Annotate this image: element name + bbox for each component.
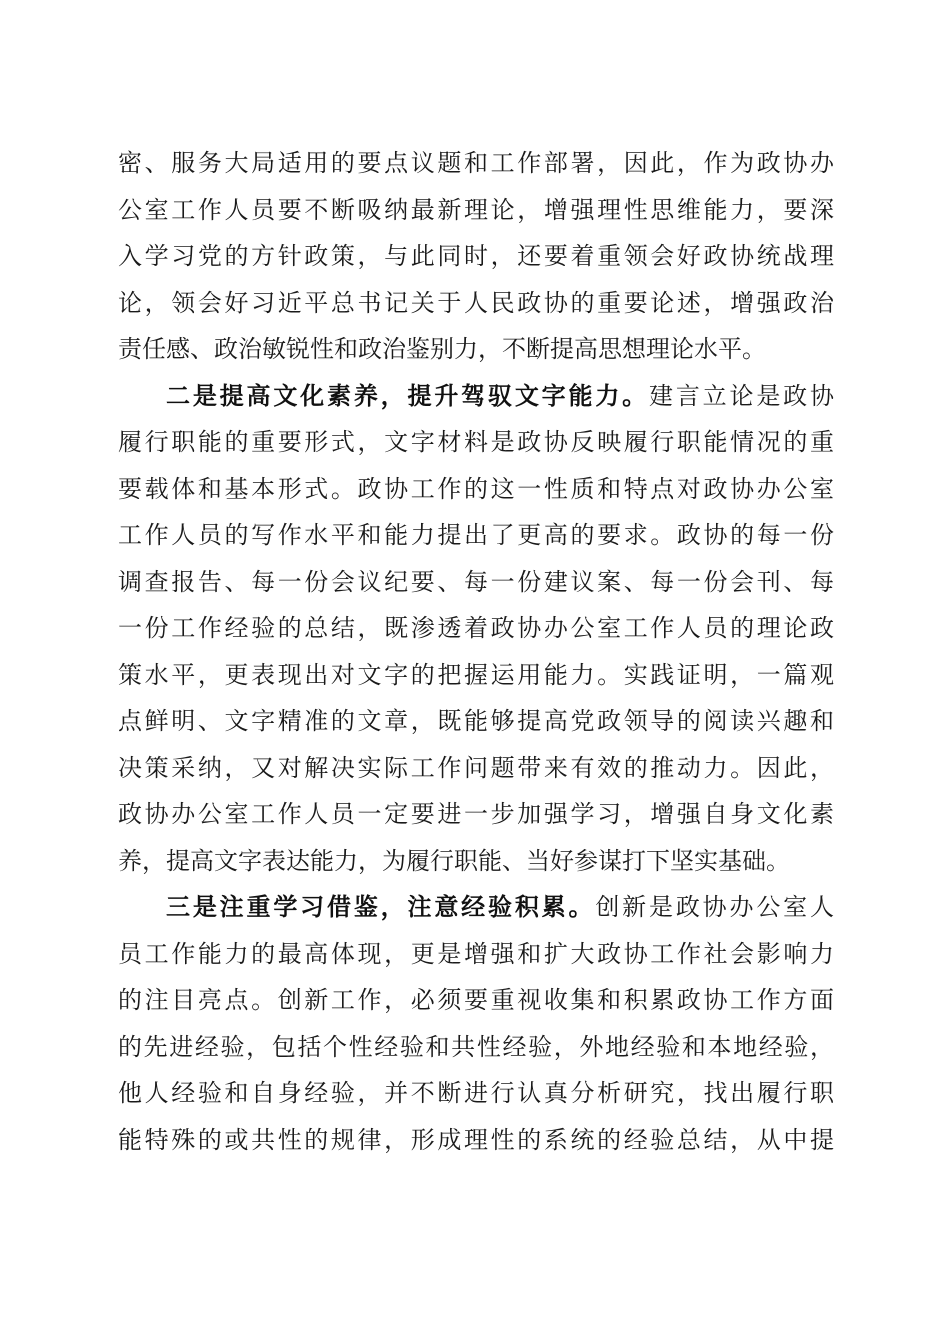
text-line: 公室工作人员要不断吸纳最新理论，增强理性思维能力，要深 (118, 195, 834, 224)
text-line: 能特殊的或共性的规律，形成理性的系统的经验总结，从中提 (118, 1125, 834, 1154)
text-line: 履行职能的重要形式，文字材料是政协反映履行职能情况的重 (118, 428, 834, 456)
text-line: 的先进经验，包括个性经验和共性经验，外地经验和本地经验， (118, 1032, 834, 1061)
text-line: 政协办公室工作人员一定要进一步加强学习，增强自身文化素 (118, 800, 834, 828)
text-line: 调查报告、每一份会议纪要、每一份建议案、每一份会刊、每 (118, 567, 834, 596)
text-line: 论，领会好习近平总书记关于人民政协的重要论述，增强政治 (118, 288, 834, 317)
text-line: 他人经验和自身经验，并不断进行认真分析研究，找出履行职 (118, 1079, 834, 1107)
text-line: 点鲜明、文字精准的文章，既能够提高党政领导的阅读兴趣和 (118, 707, 834, 735)
text-line: 的注目亮点。创新工作，必须要重视收集和积累政协工作方面 (118, 986, 834, 1014)
paragraph-first-line (118, 373, 834, 420)
text-line: 一份工作经验的总结，既渗透着政协办公室工作人员的理论政 (118, 614, 834, 642)
text-line: 责任感、政治敏锐性和政治鉴别力，不断提高思想理论水平。 (118, 335, 766, 363)
text-line: 养，提高文字表达能力，为履行职能、当好参谋打下坚实基础。 (118, 846, 790, 875)
paragraph-heading: 三是注重学习借鉴，注意经验积累。 (166, 893, 596, 921)
text-line: 工作人员的写作水平和能力提出了更高的要求。政协的每一份 (118, 521, 834, 549)
text-line: 决策采纳，又对解决实际工作问题带来有效的推动力。因此， (118, 753, 834, 782)
paragraph-first-line (118, 884, 834, 931)
text-run: 建言立论是政协 (649, 381, 834, 410)
paragraph-1 (118, 140, 834, 373)
text-line: 密、服务大局适用的要点议题和工作部署，因此，作为政协办 (118, 149, 834, 177)
paragraph-3 (118, 884, 834, 1163)
document-body (118, 140, 834, 1163)
paragraph-2 (118, 373, 834, 885)
text-run: 创新是政协办公室人 (595, 893, 835, 921)
text-line: 要载体和基本形式。政协工作的这一性质和特点对政协办公室 (118, 474, 834, 503)
text-line: 入学习党的方针政策，与此同时，还要着重领会好政协统战理 (118, 242, 834, 270)
text-line: 员工作能力的最高体现，更是增强和扩大政协工作社会影响力 (118, 939, 834, 968)
text-line: 策水平，更表现出对文字的把握运用能力。实践证明，一篇观 (118, 660, 834, 689)
paragraph-heading: 二是提高文化素养，提升驾驭文字能力。 (166, 381, 649, 410)
